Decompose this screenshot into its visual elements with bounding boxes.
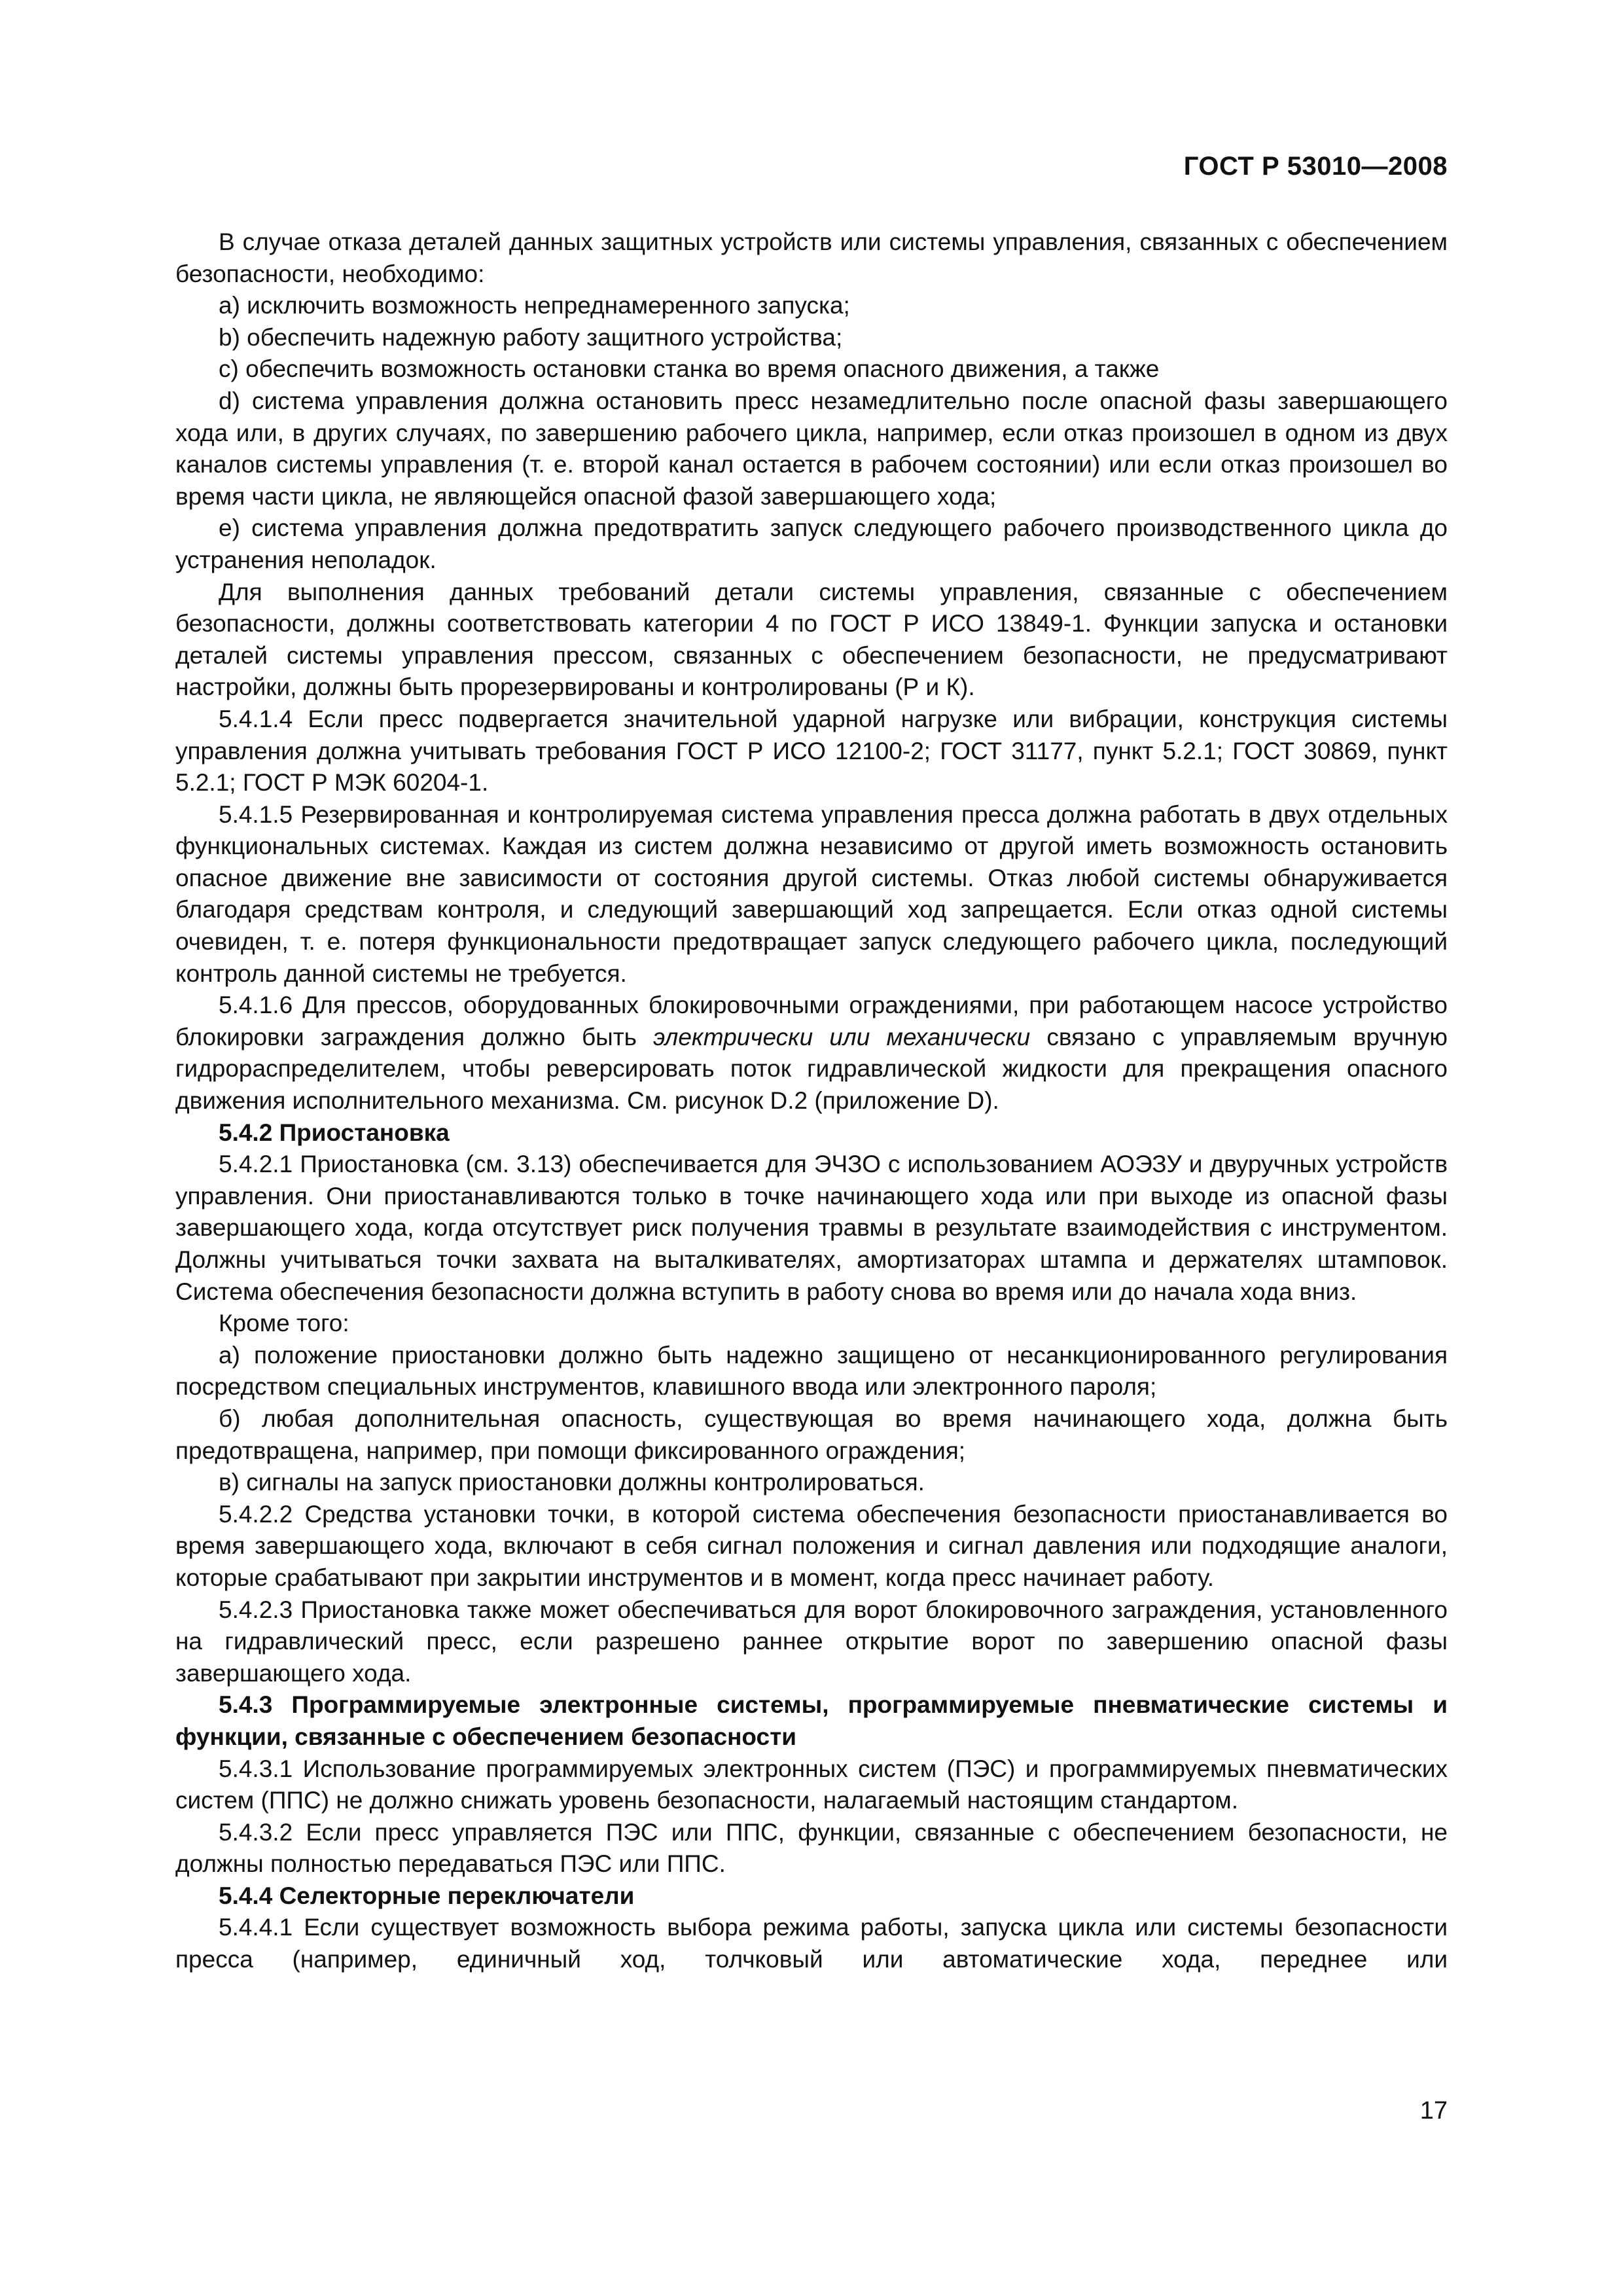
paragraph: Кроме того: — [219, 1310, 349, 1337]
section-heading-5-4-3: 5.4.3 Программируемые электронные системы, программируемые пневматические системы и функции, связанные с обеспечением безопасности — [175, 1691, 1448, 1750]
list-item: b) обеспечить надежную работу защитного устройства; — [219, 323, 843, 351]
clause-text: 5.4.1.6 Для прессов, оборудованных блокировочными ограждениями, при работающем насосе устройство блокировки заграждения должно быть — [175, 992, 1448, 1050]
clause-5-4-1-6 — [175, 990, 1448, 1117]
clause-5-4-2-1: 5.4.2.1 Приостановка (см. 3.13) обеспечивается для ЭЧЗО с использованием АОЭЗУ и двуручных устройств управления. Они приостанавливаются только в точке начинающего хода или при выходе из опасной фазы завершающего хода, когда отсутствует риск получения травмы в результате взаимодействия с инструментом. Должны учитываться точки захвата на выталкивателях, амортизаторах штампа и держателях штамповок. Система обеспечения безопасности должна вступить в работу снова во время или до начала хода вниз. — [175, 1151, 1448, 1305]
body-text — [175, 226, 1448, 1976]
clause-5-4-1-4: 5.4.1.4 Если пресс подвергается значительной ударной нагрузке или вибрации, конструкция системы управления должна учитывать требования ГОСТ Р ИСО 12100-2; ГОСТ 31177, пункт 5.2.1; ГОСТ 30869, пункт 5.2.1; ГОСТ Р МЭК 60204-1. — [175, 705, 1448, 797]
list-item: c) обеспечить возможность остановки станка во время опасного движения, а также — [219, 355, 1160, 383]
list-item: б) любая дополнительная опасность, существующая во время начинающего хода, должна быть предотвращена, например, при помощи фиксированного ограждения; — [175, 1405, 1448, 1464]
section-heading-5-4-2: 5.4.2 Приостановка — [219, 1119, 450, 1146]
clause-5-4-3-1: 5.4.3.1 Использование программируемых электронных систем (ПЭС) и программируемых пневматических систем (ППС) не должно снижать уровень безопасности, налагаемый настоящим стандартом. — [175, 1755, 1448, 1814]
section-heading-5-4-4: 5.4.4 Селекторные переключатели — [219, 1882, 635, 1909]
clause-5-4-4-1: 5.4.4.1 Если существует возможность выбора режима работы, запуска цикла или системы безопасности пресса (например, единичный ход, толчковый или автоматические хода, переднее или — [175, 1914, 1448, 1973]
list-item: a) исключить возможность непреднамеренного запуска; — [219, 292, 850, 319]
clause-5-4-2-3: 5.4.2.3 Приостановка также может обеспечиваться для ворот блокировочного заграждения, установленного на гидравлический пресс, если разрешено раннее открытие ворот по завершению опасной фазы завершающего хода. — [175, 1596, 1448, 1687]
page-number: 17 — [1419, 2097, 1448, 2125]
paragraph: В случае отказа деталей данных защитных устройств или системы управления, связанных с обеспечением безопасности, необходимо: — [175, 228, 1448, 287]
clause-5-4-3-2: 5.4.3.2 Если пресс управляется ПЭС или ППС, функции, связанные с обеспечением безопасности, не должны полностью передаваться ПЭС или ППС. — [175, 1818, 1448, 1878]
list-item: в) сигналы на запуск приостановки должны контролироваться. — [219, 1469, 925, 1496]
list-item: а) положение приостановки должно быть надежно защищено от несанкционированного регулирования посредством специальных инструментов, клавишного ввода или электронного пароля; — [175, 1341, 1448, 1401]
emphasis-text: электрически или механически — [653, 1023, 1031, 1050]
list-item: d) система управления должна остановить пресс незамедлительно после опасной фазы завершающего хода или, в других случаях, по завершению рабочего цикла, например, если отказ произошел в одном из двух каналов системы управления (т. е. второй канал остается в рабочем состоянии) или если отказ произошел во время части цикла, не являющейся опасной фазой завершающего хода; — [175, 387, 1448, 510]
paragraph: Для выполнения данных требований детали системы управления, связанные с обеспечением безопасности, должны соответствовать категории 4 по ГОСТ Р ИСО 13849-1. Функции запуска и остановки деталей системы управления прессом, связанных с обеспечением безопасности, не предусматривают настройки, должны быть прорезервированы и контролированы (Р и К). — [175, 578, 1448, 701]
list-item: e) система управления должна предотвратить запуск следующего рабочего производственного цикла до устранения неполадок. — [175, 514, 1448, 573]
standard-designation: ГОСТ Р 53010—2008 — [1183, 152, 1448, 181]
clause-5-4-2-2: 5.4.2.2 Средства установки точки, в которой система обеспечения безопасности приостанавливается во время завершающего хода, включают в себя сигнал положения и сигнал давления или подходящие аналоги, которые срабатывают при закрытии инструментов и в момент, когда пресс начинает работу. — [175, 1500, 1448, 1591]
clause-5-4-1-5: 5.4.1.5 Резервированная и контролируемая система управления пресса должна работать в двух отдельных функциональных системах. Каждая из систем должна независимо от другой иметь возможность остановить опасное движение вне зависимости от состояния другой системы. Отказ любой системы обнаруживается благодаря средствам контроля, и следующий завершающий ход запрещается. Если отказ одной системы очевиден, т. е. потеря функциональности предотвращает запуск следующего рабочего цикла, последующий контроль данной системы не требуется. — [175, 800, 1448, 987]
clause-text: связано с управляемым вручную гидрораспределителем, чтобы реверсировать поток гидравлической жидкости для прекращения опасного движения исполнительного механизма. См. рисунок D.2 (приложение D). — [175, 1023, 1448, 1115]
